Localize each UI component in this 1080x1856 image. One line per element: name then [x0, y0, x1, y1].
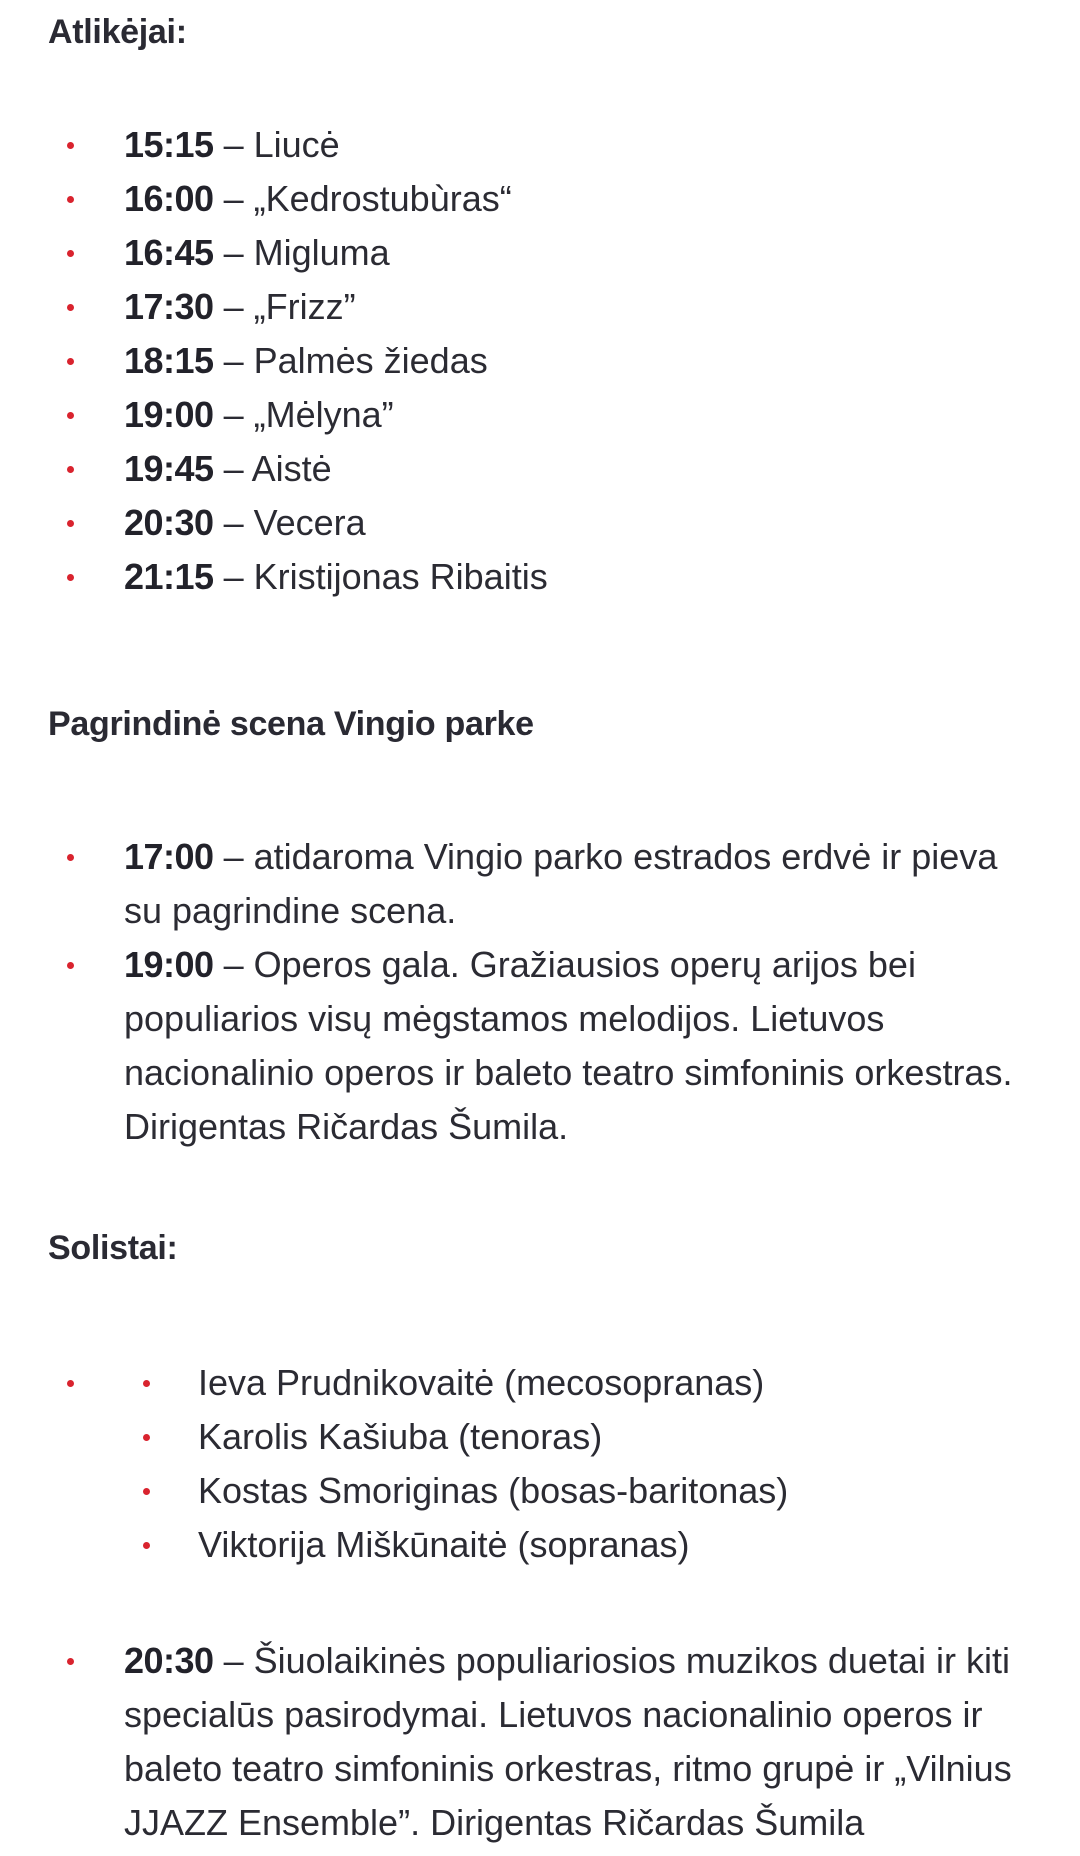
list-item: Kostas Smoriginas (bosas-baritonas)	[48, 1464, 1040, 1518]
list-item: Viktorija Miškūnaitė (sopranas)	[48, 1518, 1040, 1572]
list-item: 17:00 – atidaroma Vingio parko estrados erdvė ir pieva su pagrindine scena.	[0, 830, 1080, 938]
main-stage-list	[0, 830, 1080, 1154]
list-item: 20:30 – Šiuolaikinės populiariosios muzikos duetai ir kiti specialūs pasirodymai. Lietuvos nacionalinio operos ir baleto teatro simfoninis orkestras, ritmo grupė ir „Vilnius JJAZZ Ensemble”. Dirigentas Ričardas Šumila	[0, 1634, 1080, 1850]
bullet-icon	[67, 520, 74, 527]
bullet-icon	[143, 1542, 150, 1549]
list-item: 16:45 – Migluma	[0, 226, 1080, 280]
list-item: 19:00 – Operos gala. Gražiausios operų arijos bei populiarios visų mėgstamos melodijos. Lietuvos nacionalinio operos ir baleto teatro simfoninis orkestras. Dirigentas Ričardas Šumila.	[0, 938, 1080, 1154]
bullet-icon	[67, 358, 74, 365]
list-item	[0, 1356, 1080, 1572]
bullet-icon	[67, 854, 74, 861]
list-item: 19:00 – „Mėlyna”	[0, 388, 1080, 442]
list-item: 19:45 – Aistė	[0, 442, 1080, 496]
bullet-icon	[67, 412, 74, 419]
performers-list	[0, 118, 1080, 604]
bullet-icon	[67, 250, 74, 257]
bullet-icon	[143, 1434, 150, 1441]
list-item: 20:30 – Vecera	[0, 496, 1080, 550]
bullet-icon	[143, 1488, 150, 1495]
main-stage-heading: Pagrindinė scena Vingio parke	[48, 705, 534, 743]
bullet-icon	[67, 574, 74, 581]
bullet-icon	[67, 142, 74, 149]
bullet-icon	[67, 304, 74, 311]
bullet-icon	[67, 962, 74, 969]
list-item: Karolis Kašiuba (tenoras)	[48, 1410, 1040, 1464]
list-item: Ieva Prudnikovaitė (mecosopranas)	[48, 1356, 1040, 1410]
soloists-outer-list	[0, 1356, 1080, 1572]
list-item: 17:30 – „Frizz”	[0, 280, 1080, 334]
list-item: 16:00 – „Kedrostubùras“	[0, 172, 1080, 226]
bullet-icon	[67, 466, 74, 473]
bullet-icon	[67, 1658, 74, 1665]
final-list	[0, 1634, 1080, 1850]
bullet-icon	[67, 196, 74, 203]
list-item: 18:15 – Palmės žiedas	[0, 334, 1080, 388]
list-item: 21:15 – Kristijonas Ribaitis	[0, 550, 1080, 604]
soloists-list	[48, 1356, 1040, 1572]
performers-heading: Atlikėjai:	[48, 13, 187, 51]
soloists-heading: Solistai:	[48, 1229, 178, 1267]
list-item: 15:15 – Liucė	[0, 118, 1080, 172]
bullet-icon	[143, 1380, 150, 1387]
